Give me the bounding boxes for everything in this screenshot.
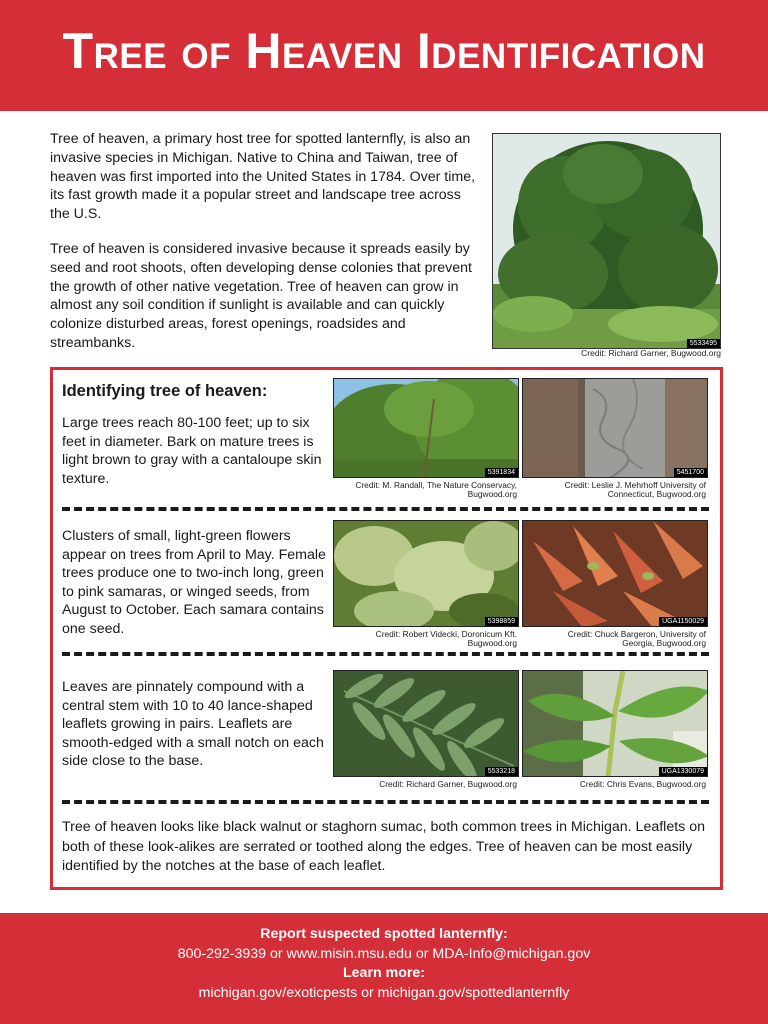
intro-paragraph: Tree of heaven, a primary host tree for spotted lanternfly, is also an invasive species in Michigan. Native to China and Taiwan, tree of heaven was first imported into the United States in 1784. Over time, its fast growth made it a popular street and landscape tree across the U.S. xyxy=(50,131,476,223)
learn-more-heading: Learn more: xyxy=(343,965,425,981)
learn-more-links[interactable]: michigan.gov/exoticpests or michigan.gov/spottedlanternfly xyxy=(198,984,570,1001)
report-contacts[interactable]: 800-292-3939 or www.misin.msu.edu or MDA-Info@michigan.gov xyxy=(177,945,591,962)
image-id: UGA1150029 xyxy=(659,617,707,626)
image-id: 5533218 xyxy=(485,767,518,776)
lookalike-note: Tree of heaven looks like black walnut or staghorn sumac, both common trees in Michigan. Leaflets on both of these look-alikes are serrated or toothed along the edges. Tree of heaven can be most easily identified by the notches at the base of each leaflet. xyxy=(62,819,705,874)
image-id: 5533495 xyxy=(687,339,720,348)
samara-photo xyxy=(522,520,708,627)
image-id: 5398859 xyxy=(485,617,518,626)
compound-leaf-photo xyxy=(333,670,519,777)
leaves-description: Leaves are pinnately compound with a central stem with 10 to 40 lance-shaped leaflets growing in pairs. Leaflets are smooth-edged with a small notch on each side close to the base. xyxy=(62,679,324,770)
report-heading: Report suspected spotted lanternfly: xyxy=(260,926,508,942)
bark-photo xyxy=(522,378,708,478)
photo-credit: Credit: Richard Garner, Bugwood.org xyxy=(379,779,517,789)
photo-credit: Credit: Chris Evans, Bugwood.org xyxy=(579,779,706,789)
title-banner xyxy=(0,0,768,111)
leaflet-notch-photo xyxy=(522,670,708,777)
size-bark-description: Large trees reach 80-100 feet; up to six feet in diameter. Bark on mature trees is light brown to gray with a cantaloupe skin texture. xyxy=(62,415,322,487)
canopy-photo xyxy=(333,378,519,478)
intro-text xyxy=(50,130,482,369)
divider xyxy=(62,800,709,804)
image-id: UGA1330079 xyxy=(659,767,707,776)
photo-credit: Credit: Richard Garner, Bugwood.org xyxy=(581,348,721,358)
section-heading: Identifying tree of heaven: xyxy=(62,382,268,400)
image-id: 5391834 xyxy=(485,468,518,477)
tree-photo xyxy=(492,133,721,349)
photo-credit: Credit: Robert Videcki, Doronicum Kft. Bugwood.org xyxy=(375,629,517,648)
photo-credit: Credit: M. Randall, The Nature Conservacy, Bugwood.org xyxy=(355,480,517,499)
divider xyxy=(62,652,709,656)
intro-paragraph: Tree of heaven is considered invasive because it spreads easily by seed and root shoots, often developing dense colonies that prevent the growth of other native vegetation. Tree of heaven can grow in almost any soil condition if sunlight is available and can quickly colonize disturbed areas, forest openings, roadsides and streambanks. xyxy=(50,240,472,351)
flower-cluster-photo xyxy=(333,520,519,627)
page-title: Tree of Heaven Identification xyxy=(62,22,706,79)
photo-credit: Credit: Leslie J. Mehrhoff University of Connecticut, Bugwood.org xyxy=(564,480,706,499)
footer-banner xyxy=(0,913,768,1024)
image-id: 5451700 xyxy=(674,468,707,477)
divider xyxy=(62,507,709,511)
flowers-seeds-description: Clusters of small, light-green flowers appear on trees from April to May. Female trees produce one to two-inch long, green to pink samaras, or winged seeds, from August to October. Each samara contains one seed. xyxy=(62,528,326,637)
photo-credit: Credit: Chuck Bargeron, University of Georgia, Bugwood.org xyxy=(567,629,706,648)
